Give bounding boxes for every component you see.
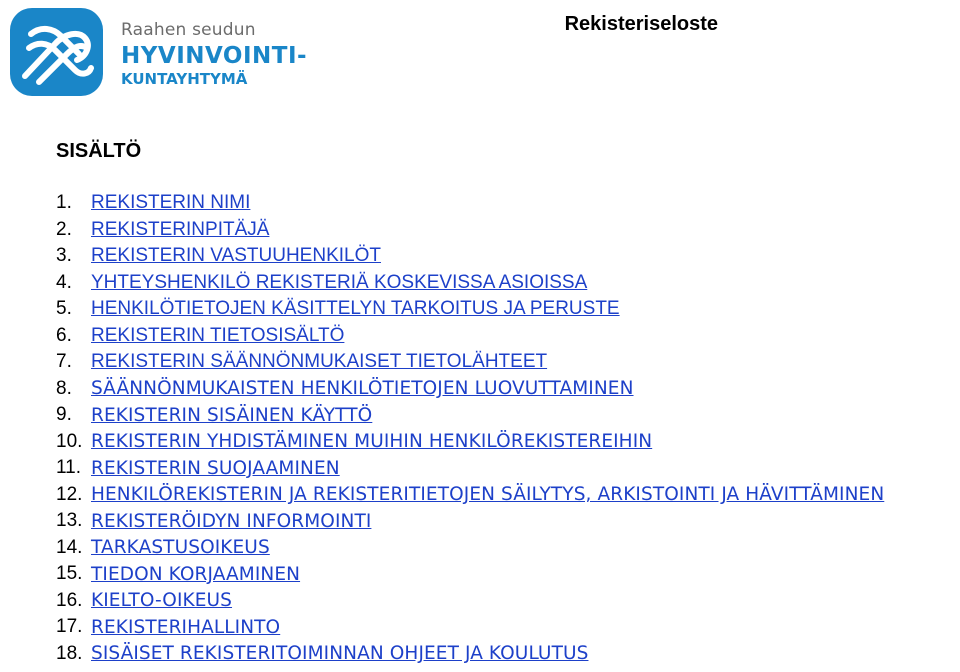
toc-link[interactable]: REKISTERINPITÄJÄ — [91, 218, 270, 240]
knot-icon — [10, 8, 103, 96]
toc-link[interactable]: REKISTERÖIDYN INFORMOINTI — [91, 510, 372, 532]
document-title: Rekisteriseloste — [564, 13, 718, 35]
toc-link[interactable]: REKISTERIN NIMI — [91, 192, 251, 214]
logo-line-2: HYVINVOINTI- — [121, 43, 308, 69]
toc-item-number: 17. — [56, 616, 83, 638]
toc-item-number: 12. — [56, 483, 83, 505]
toc-item — [56, 402, 884, 429]
logo-wordmark — [121, 22, 307, 87]
toc-item-number: 3. — [56, 245, 72, 267]
toc-item-number: 10. — [56, 430, 83, 452]
toc-item — [56, 243, 884, 270]
toc-link[interactable]: REKISTERIN SÄÄNNÖNMUKAISET TIETOLÄHTEET — [91, 351, 548, 373]
toc-link[interactable]: REKISTERIN VASTUUHENKILÖT — [91, 245, 381, 267]
toc-item — [56, 561, 884, 588]
toc-link[interactable]: REKISTERIN YHDISTÄMINEN MUIHIN HENKILÖREKISTEREIHIN — [91, 431, 653, 453]
toc-link[interactable]: HENKILÖTIETOJEN KÄSITTELYN TARKOITUS JA PERUSTE — [91, 298, 620, 320]
toc-item — [56, 190, 884, 217]
toc-item — [56, 349, 884, 376]
organization-logo — [10, 8, 340, 100]
toc-item-number: 14. — [56, 536, 83, 558]
toc-item — [56, 270, 884, 297]
toc-item-number: 2. — [56, 218, 72, 240]
toc-link[interactable]: REKISTERIN SISÄINEN KÄYTTÖ — [91, 404, 373, 426]
toc-item-number: 15. — [56, 563, 83, 585]
toc-item-number: 8. — [56, 377, 72, 399]
toc-link[interactable]: TIEDON KORJAAMINEN — [91, 563, 301, 585]
toc-item — [56, 323, 884, 350]
toc-item-number: 5. — [56, 298, 72, 320]
toc-link[interactable]: KIELTO-OIKEUS — [91, 590, 233, 612]
toc-item — [56, 429, 884, 456]
toc-item — [56, 482, 884, 509]
contents-heading: SISÄLTÖ — [56, 140, 142, 162]
toc-item — [56, 614, 884, 641]
toc-item-number: 9. — [56, 404, 72, 426]
toc-item-number: 4. — [56, 271, 72, 293]
toc-item-number: 7. — [56, 351, 72, 373]
toc-link[interactable]: TARKASTUSOIKEUS — [91, 537, 270, 559]
toc-item-number: 18. — [56, 642, 83, 664]
table-of-contents — [56, 190, 884, 667]
toc-link[interactable]: REKISTERIN SUOJAAMINEN — [91, 457, 340, 479]
toc-link[interactable]: REKISTERIN TIETOSISÄLTÖ — [91, 324, 345, 346]
toc-item — [56, 296, 884, 323]
toc-item-number: 16. — [56, 589, 83, 611]
toc-link[interactable]: HENKILÖREKISTERIN JA REKISTERITIETOJEN SÄILYTYS, ARKISTOINTI JA HÄVITTÄMINEN — [91, 484, 885, 506]
toc-link[interactable]: YHTEYSHENKILÖ REKISTERIÄ KOSKEVISSA ASIOISSA — [91, 271, 588, 293]
toc-item — [56, 508, 884, 535]
toc-link[interactable]: SÄÄNNÖNMUKAISTEN HENKILÖTIETOJEN LUOVUTTAMINEN — [91, 378, 634, 400]
toc-item — [56, 455, 884, 482]
toc-item — [56, 376, 884, 403]
toc-link[interactable]: REKISTERIHALLINTO — [91, 616, 281, 638]
toc-item-number: 13. — [56, 510, 83, 532]
toc-item — [56, 217, 884, 244]
toc-item — [56, 588, 884, 615]
toc-item-number: 6. — [56, 324, 72, 346]
toc-item-number: 1. — [56, 192, 72, 214]
logo-line-1: Raahen seudun — [121, 20, 256, 40]
logo-line-3: KUNTAYHTYMÄ — [121, 70, 248, 88]
toc-item-number: 11. — [56, 457, 82, 479]
toc-link[interactable]: SISÄISET REKISTERITOIMINNAN OHJEET JA KOULUTUS — [91, 643, 589, 665]
toc-item — [56, 641, 884, 668]
toc-item — [56, 535, 884, 562]
